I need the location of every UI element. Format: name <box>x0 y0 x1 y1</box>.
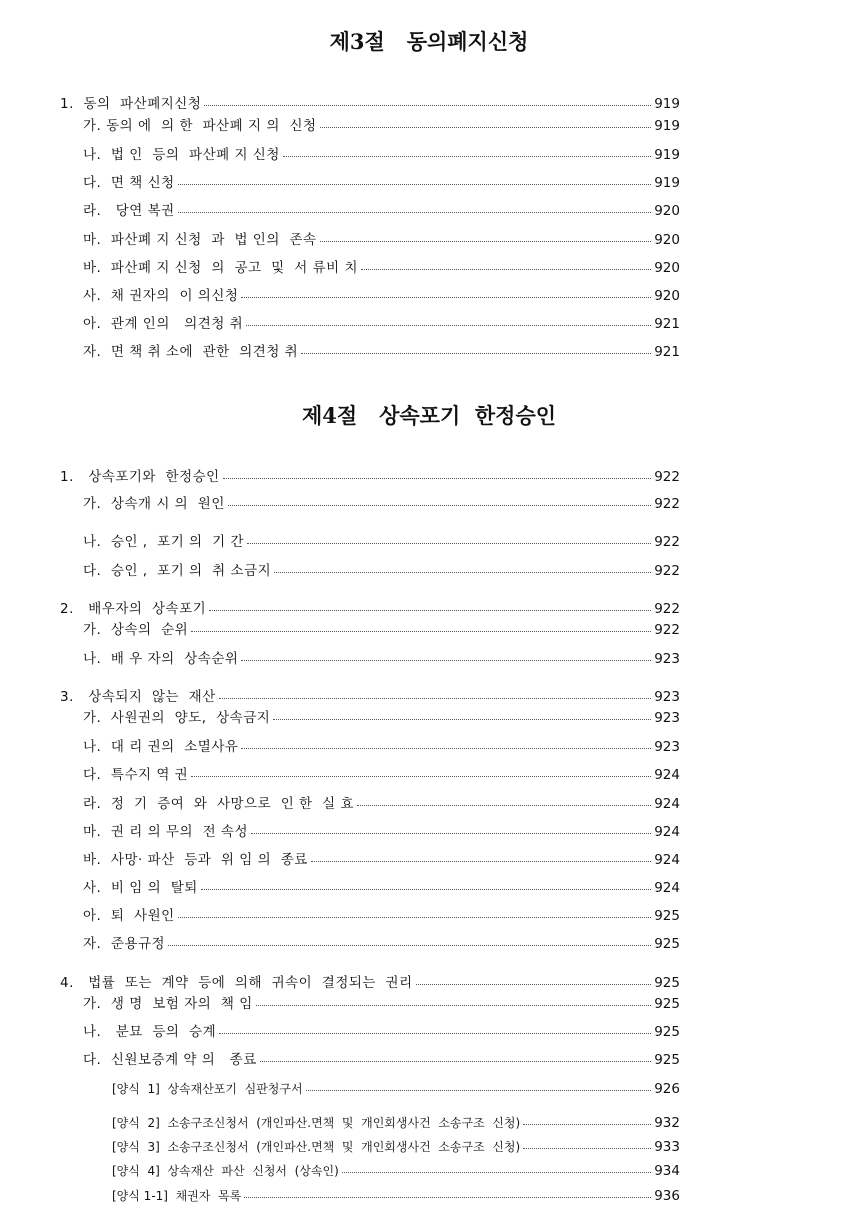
toc-entry <box>0 850 858 870</box>
toc-entry <box>0 342 858 362</box>
toc-entry <box>0 737 858 757</box>
dot-leader <box>204 94 651 106</box>
toc-entry-row <box>83 850 680 870</box>
dot-leader <box>241 649 651 661</box>
toc-page-number: 925 <box>654 936 680 952</box>
toc-entry-row <box>83 532 680 552</box>
dot-leader <box>246 314 651 326</box>
dot-leader <box>342 1161 651 1173</box>
dot-leader <box>241 286 651 298</box>
toc-entry-row <box>83 649 680 669</box>
dot-leader <box>311 850 651 862</box>
toc-page-number: 925 <box>654 975 680 991</box>
toc-entry-label: 가. 상속의 순위 <box>83 622 189 638</box>
toc-entry-label: 2. 배우자의 상속포기 <box>60 601 207 617</box>
toc-heading-entry <box>0 599 858 619</box>
toc-entry <box>0 116 858 136</box>
toc-entry-label: 마. 권 리 의 무의 전 속성 <box>83 824 248 840</box>
toc-entry-row <box>83 201 680 221</box>
toc-entry-row <box>83 342 680 362</box>
toc-entry-row <box>83 878 680 898</box>
dot-leader <box>191 765 651 777</box>
toc-page-number: 919 <box>654 175 680 191</box>
toc-page-number: 919 <box>654 96 680 112</box>
form-entry <box>0 1113 858 1133</box>
toc-entry <box>0 201 858 221</box>
toc-entry-row <box>83 494 680 514</box>
dot-leader <box>241 737 651 749</box>
toc-entry-label: 다. 특수지 역 권 <box>83 767 189 783</box>
toc-page-number: 922 <box>654 622 680 638</box>
toc-entry-label: 나. 분묘 등의 승계 <box>83 1024 217 1040</box>
dot-leader <box>320 116 652 128</box>
toc-entry-row <box>83 906 680 926</box>
toc-page-number: 923 <box>654 739 680 755</box>
toc-entry <box>0 906 858 926</box>
dot-leader <box>178 173 652 185</box>
dot-leader <box>244 1186 651 1198</box>
toc-heading-entry <box>0 973 858 993</box>
toc-page-number: 919 <box>654 147 680 163</box>
toc-entry-row <box>83 765 680 785</box>
toc-page-number: 924 <box>654 796 680 812</box>
dot-leader <box>523 1137 651 1149</box>
toc-page-number: 925 <box>654 1052 680 1068</box>
toc-entry-label: 라. 정 기 증여 와 사망으로 인 한 실 효 <box>83 796 355 812</box>
toc-entry-row <box>83 708 680 728</box>
toc-entry <box>0 532 858 552</box>
dot-leader <box>361 258 651 270</box>
toc-heading-entry <box>0 94 858 114</box>
section-title: 제4절 상속포기 한정승인 <box>301 403 557 428</box>
toc-heading-entry <box>0 687 858 707</box>
toc-entry-label: 라. 당연 복권 <box>83 203 175 219</box>
dot-leader <box>274 561 651 573</box>
toc-entry-row <box>112 1137 680 1157</box>
dot-leader <box>178 906 652 918</box>
dot-leader <box>283 145 651 157</box>
toc-entry-label: 가. 사원권의 양도, 상속금지 <box>83 710 271 726</box>
toc-entry-row <box>60 467 680 487</box>
toc-entry <box>0 794 858 814</box>
toc-entry <box>0 494 858 514</box>
toc-entry-row <box>83 173 680 193</box>
dot-leader <box>228 494 651 506</box>
toc-page-number: 920 <box>654 203 680 219</box>
section-title: 제3절 동의폐지신청 <box>329 29 529 54</box>
dot-leader <box>273 708 651 720</box>
toc-entry-label: 가. 생 명 보험 자의 책 임 <box>83 996 253 1012</box>
toc-entry-row <box>83 737 680 757</box>
toc-entry <box>0 258 858 278</box>
toc-entry-label: 나. 대 리 권의 소멸사유 <box>83 739 239 755</box>
toc-entry-row <box>83 116 680 136</box>
toc-page-number: 923 <box>654 651 680 667</box>
toc-entry-label: 3. 상속되지 않는 재산 <box>60 689 216 705</box>
toc-entry <box>0 822 858 842</box>
toc-entry-label: [양식 4] 상속재산 파산 신청서 (상속인) <box>112 1164 339 1178</box>
toc-page-number: 922 <box>654 534 680 550</box>
toc-entry-row <box>83 286 680 306</box>
toc-page-number: 924 <box>654 880 680 896</box>
toc-entry-label: 사. 채 권자의 이 의신청 <box>83 288 239 304</box>
toc-entry-label: 다. 면 책 신청 <box>83 175 175 191</box>
toc-entry-row <box>83 145 680 165</box>
toc-page-number: 924 <box>654 852 680 868</box>
toc-entry-label: 자. 면 책 취 소에 관한 의견청 취 <box>83 344 299 360</box>
dot-leader <box>201 878 651 890</box>
toc-entry-label: 가. 상속개 시 의 원인 <box>83 496 225 512</box>
toc-entry-row <box>112 1113 680 1133</box>
toc-entry-label: 자. 준용규정 <box>83 936 166 952</box>
toc-entry-row <box>112 1079 680 1099</box>
toc-entry-label: [양식 1] 상속재산포기 심판청구서 <box>112 1082 303 1096</box>
toc-page-number: 925 <box>654 908 680 924</box>
dot-leader <box>357 794 651 806</box>
toc-entry-row <box>60 973 680 993</box>
dot-leader <box>191 620 651 632</box>
toc-entry-label: 4. 법률 또는 계약 등에 의해 귀속이 결정되는 권리 <box>60 975 413 991</box>
toc-page-number: 922 <box>654 496 680 512</box>
toc-entry-row <box>83 258 680 278</box>
toc-page-number: 932 <box>654 1115 680 1131</box>
toc-entry-row <box>83 230 680 250</box>
toc-entry <box>0 314 858 334</box>
toc-entry <box>0 230 858 250</box>
toc-entry <box>0 1050 858 1070</box>
form-entry <box>0 1161 858 1181</box>
toc-entry-row <box>83 1022 680 1042</box>
toc-page-number: 926 <box>654 1081 680 1097</box>
toc-entry <box>0 145 858 165</box>
toc-entry-row <box>83 1050 680 1070</box>
toc-page-number: 925 <box>654 1024 680 1040</box>
toc-page-number: 922 <box>654 601 680 617</box>
dot-leader <box>306 1079 652 1091</box>
toc-entry <box>0 561 858 581</box>
toc-page-number: 934 <box>654 1163 680 1179</box>
toc-page-number: 920 <box>654 260 680 276</box>
form-entry <box>0 1186 858 1206</box>
toc-entry-row <box>60 687 680 707</box>
toc-page-number: 921 <box>654 316 680 332</box>
toc-entry-label: 사. 비 임 의 탈퇴 <box>83 880 198 896</box>
toc-entry-row <box>83 994 680 1014</box>
toc-page-number: 923 <box>654 710 680 726</box>
form-entry <box>0 1079 858 1099</box>
dot-leader <box>251 822 651 834</box>
form-entry <box>0 1137 858 1157</box>
toc-entry-row <box>83 934 680 954</box>
dot-leader <box>256 994 651 1006</box>
toc-page-number: 919 <box>654 118 680 134</box>
dot-leader <box>416 973 652 985</box>
dot-leader <box>260 1050 651 1062</box>
toc-entry-label: 아. 관계 인의 의견청 취 <box>83 316 244 332</box>
toc-entry <box>0 286 858 306</box>
toc-entry-row <box>83 620 680 640</box>
toc-entry-label: 나. 배 우 자의 상속순위 <box>83 651 239 667</box>
toc-page-number: 921 <box>654 344 680 360</box>
toc-entry-label: 바. 파산폐 지 신청 의 공고 및 서 류비 치 <box>83 260 358 276</box>
toc-entry-label: [양식 1-1] 채권자 목록 <box>112 1189 242 1203</box>
toc-entry-row <box>60 94 680 114</box>
toc-page-number: 924 <box>654 767 680 783</box>
toc-entry-label: 나. 법 인 등의 파산폐 지 신청 <box>83 147 280 163</box>
toc-page-number: 923 <box>654 689 680 705</box>
toc-entry-row <box>83 314 680 334</box>
dot-leader <box>168 934 651 946</box>
toc-heading-entry <box>0 467 858 487</box>
toc-entry-label: 가. 동의 에 의 한 파산폐 지 의 신청 <box>83 118 317 134</box>
toc-entry-label: 1. 동의 파산폐지신청 <box>60 96 202 112</box>
toc-page-number: 920 <box>654 232 680 248</box>
toc-entry <box>0 173 858 193</box>
toc-page-number: 924 <box>654 824 680 840</box>
toc-page-number: 920 <box>654 288 680 304</box>
toc-entry-label: 바. 사망· 파산 등과 위 임 의 종료 <box>83 852 308 868</box>
toc-page-number: 922 <box>654 469 680 485</box>
toc-entry <box>0 878 858 898</box>
toc-entry-row <box>83 822 680 842</box>
toc-page-number: 925 <box>654 996 680 1012</box>
toc-entry-label: 마. 파산폐 지 신청 과 법 인의 존속 <box>83 232 317 248</box>
dot-leader <box>523 1113 651 1125</box>
dot-leader <box>301 342 651 354</box>
toc-entry-label: [양식 2] 소송구조신청서 (개인파산.면책 및 개인회생사건 소송구조 신청) <box>112 1116 521 1130</box>
dot-leader <box>219 1022 651 1034</box>
toc-entry-label: [양식 3] 소송구조신청서 (개인파산.면책 및 개인회생사건 소송구조 신청) <box>112 1140 521 1154</box>
toc-page-number: 933 <box>654 1139 680 1155</box>
toc-entry-row <box>83 561 680 581</box>
toc-entry-row <box>83 794 680 814</box>
toc-entry <box>0 934 858 954</box>
toc-entry <box>0 765 858 785</box>
dot-leader <box>247 532 651 544</box>
dot-leader <box>320 230 652 242</box>
toc-entry-row <box>60 599 680 619</box>
toc-entry <box>0 994 858 1014</box>
dot-leader <box>178 201 652 213</box>
toc-entry <box>0 620 858 640</box>
toc-entry <box>0 1022 858 1042</box>
toc-entry-row <box>112 1186 680 1206</box>
toc-entry-row <box>112 1161 680 1181</box>
toc-entry-label: 1. 상속포기와 한정승인 <box>60 469 220 485</box>
toc-page-number: 936 <box>654 1188 680 1204</box>
toc-entry <box>0 649 858 669</box>
toc-entry-label: 나. 승인 , 포기 의 기 간 <box>83 534 245 550</box>
toc-entry <box>0 708 858 728</box>
toc-entry-label: 아. 퇴 사원인 <box>83 908 175 924</box>
toc-page-number: 922 <box>654 563 680 579</box>
dot-leader <box>209 599 651 611</box>
toc-entry-label: 다. 신원보증계 약 의 종료 <box>83 1052 257 1068</box>
toc-entry-label: 다. 승인 , 포기 의 취 소금지 <box>83 563 272 579</box>
dot-leader <box>223 467 652 479</box>
dot-leader <box>219 687 651 699</box>
